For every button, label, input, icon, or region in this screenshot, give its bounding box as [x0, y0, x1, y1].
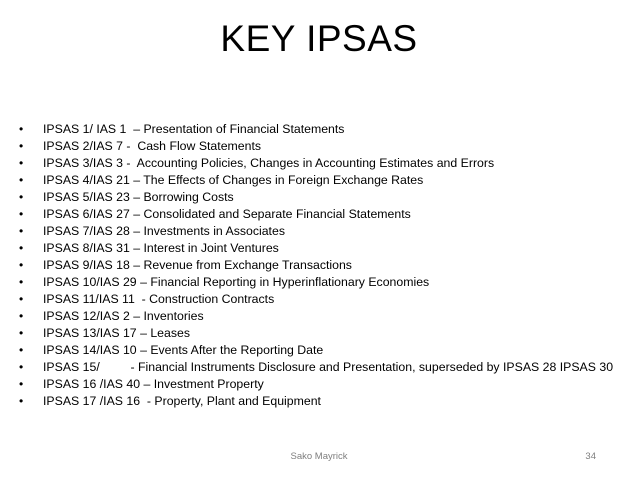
bullet-text: IPSAS 10/IAS 29 – Financial Reporting in Hyperinflationary Economies [43, 275, 430, 289]
slide-page-number: 34 [585, 451, 596, 462]
ipsas-bullet-list [19, 121, 631, 410]
bullet-item [19, 308, 631, 325]
bullet-icon: • [19, 326, 24, 340]
bullet-text: IPSAS 16 /IAS 40 – Investment Property [43, 377, 264, 391]
bullet-icon: • [19, 343, 24, 357]
bullet-icon: • [19, 377, 24, 391]
bullet-text: IPSAS 3/IAS 3 - Accounting Policies, Changes in Accounting Estimates and Errors [43, 156, 495, 170]
bullet-icon: • [19, 258, 24, 272]
bullet-text: IPSAS 15/ - Financial Instruments Disclosure and Presentation, superseded by IPSAS 28 IPSAS 30 [43, 360, 614, 374]
bullet-item [19, 223, 631, 240]
bullet-icon: • [19, 139, 24, 153]
bullet-icon: • [19, 122, 24, 136]
bullet-text: IPSAS 17 /IAS 16 - Property, Plant and Equipment [43, 394, 321, 408]
bullet-item [19, 121, 631, 138]
bullet-text: IPSAS 6/IAS 27 – Consolidated and Separate Financial Statements [43, 207, 411, 221]
bullet-text: IPSAS 13/IAS 17 – Leases [43, 326, 190, 340]
bullet-item [19, 359, 631, 376]
bullet-item [19, 274, 631, 291]
bullet-icon: • [19, 190, 24, 204]
bullet-text: IPSAS 5/IAS 23 – Borrowing Costs [43, 190, 234, 204]
bullet-item [19, 325, 631, 342]
bullet-item [19, 155, 631, 172]
bullet-item [19, 172, 631, 189]
bullet-text: IPSAS 8/IAS 31 – Interest in Joint Ventures [43, 241, 279, 255]
bullet-item [19, 138, 631, 155]
bullet-text: IPSAS 7/IAS 28 – Investments in Associates [43, 224, 285, 238]
bullet-item [19, 393, 631, 410]
bullet-icon: • [19, 207, 24, 221]
bullet-text: IPSAS 4/IAS 21 – The Effects of Changes in Foreign Exchange Rates [43, 173, 424, 187]
bullet-text: IPSAS 14/IAS 10 – Events After the Reporting Date [43, 343, 324, 357]
bullet-icon: • [19, 224, 24, 238]
bullet-icon: • [19, 275, 24, 289]
bullet-text: IPSAS 1/ IAS 1 – Presentation of Financial Statements [43, 122, 345, 136]
bullet-item [19, 291, 631, 308]
bullet-icon: • [19, 173, 24, 187]
bullet-item [19, 376, 631, 393]
bullet-item [19, 189, 631, 206]
bullet-item [19, 240, 631, 257]
bullet-icon: • [19, 360, 24, 374]
bullet-text: IPSAS 2/IAS 7 - Cash Flow Statements [43, 139, 262, 153]
bullet-icon: • [19, 309, 24, 323]
bullet-item [19, 206, 631, 223]
bullet-text: IPSAS 12/IAS 2 – Inventories [43, 309, 204, 323]
slide-title: KEY IPSAS [220, 18, 418, 59]
bullet-item [19, 257, 631, 274]
bullet-icon: • [19, 394, 24, 408]
bullet-icon: • [19, 292, 24, 306]
footer-author: Sako Mayrick [290, 451, 348, 462]
bullet-icon: • [19, 241, 24, 255]
bullet-text: IPSAS 9/IAS 18 – Revenue from Exchange Transactions [43, 258, 352, 272]
bullet-icon: • [19, 156, 24, 170]
bullet-item [19, 342, 631, 359]
bullet-text: IPSAS 11/IAS 11 - Construction Contracts [43, 292, 275, 306]
